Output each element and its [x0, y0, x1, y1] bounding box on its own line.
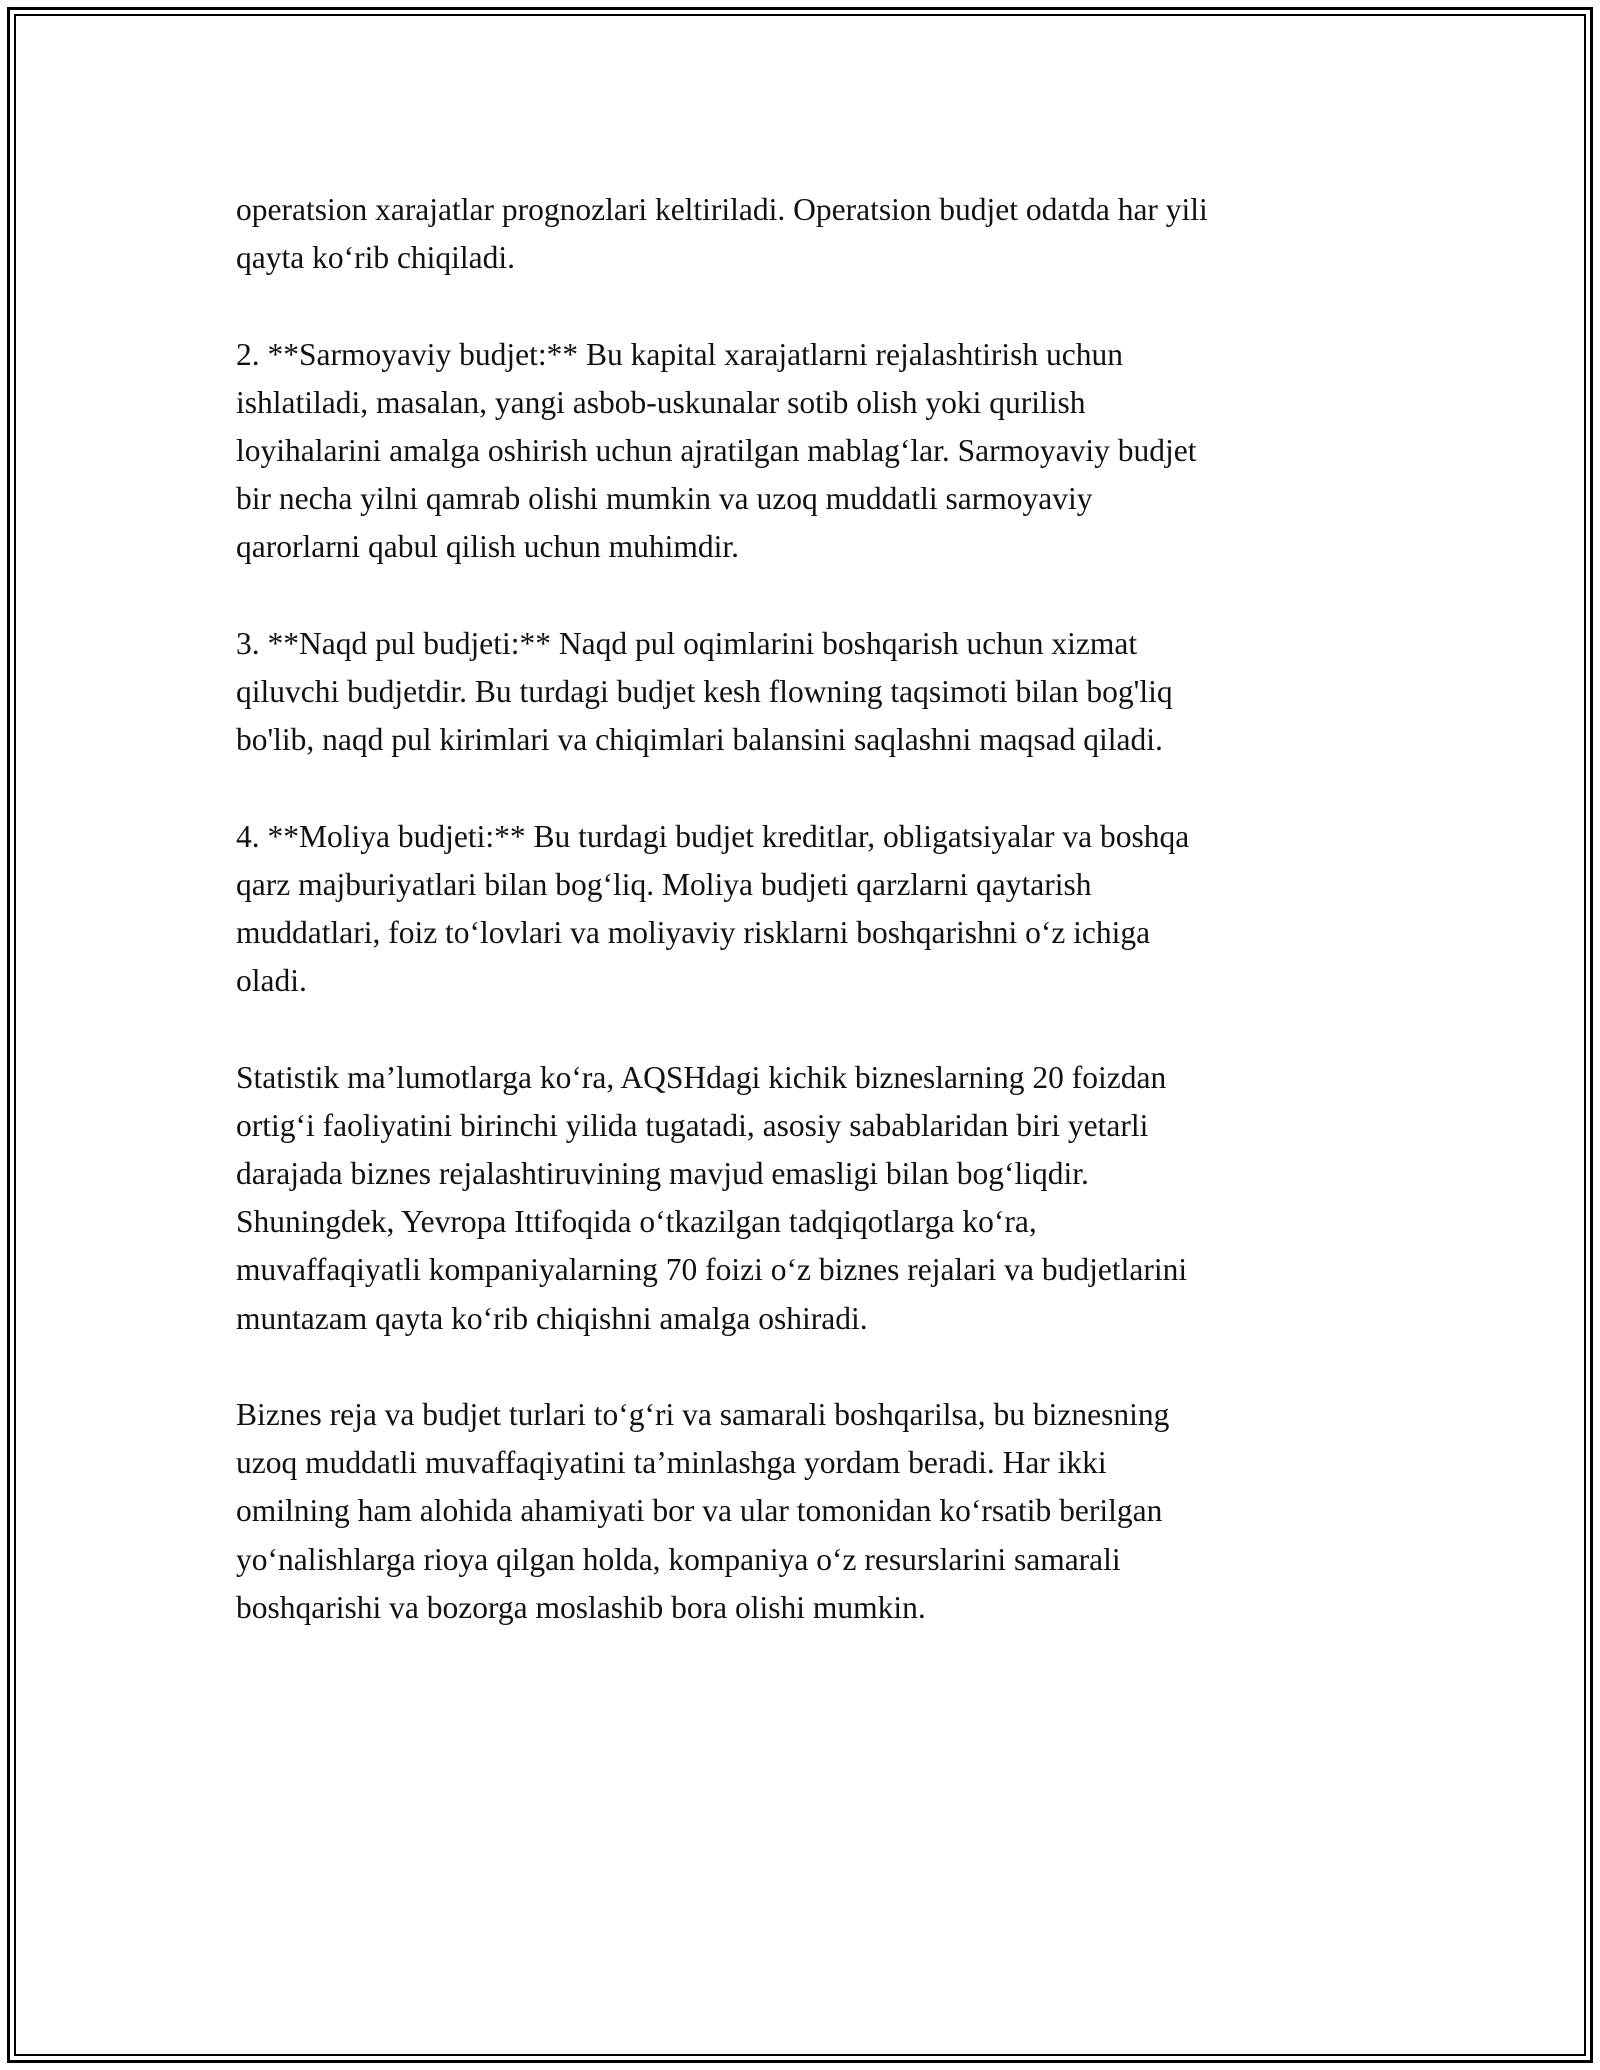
text-line: Statistik ma’lumotlarga ko‘ra, AQSHdagi kichik bizneslarning 20 foizdan [236, 1059, 1167, 1095]
paragraph-conclusion [236, 1391, 1396, 1632]
text-line: Shuningdek, Yevropa Ittifoqida o‘tkazilgan tadqiqotlarga ko‘ra, [236, 1204, 1037, 1240]
text-line: muddatlari, foiz to‘lovlari va moliyaviy risklarni boshqarishni o‘z ichiga [236, 915, 1151, 950]
text-line: loyihalarini amalga oshirish uchun ajratilgan mablag‘lar. Sarmoyaviy budjet [236, 433, 1197, 468]
text-line: 2. **Sarmoyaviy budjet:** Bu kapital xarajatlarni rejalashtirish uchun [236, 336, 1124, 372]
text-line: darajada biznes rejalashtiruvining mavjud emasligi bilan bog‘liqdir. [236, 1156, 1089, 1191]
paragraph-finance-budget [236, 813, 1396, 1006]
text-line: 4. **Moliya budjeti:** Bu turdagi budjet kreditlar, obligatsiyalar va boshqa [236, 818, 1190, 854]
text-line: muntazam qayta ko‘rib chiqishni amalga oshiradi. [236, 1300, 868, 1336]
text-line: qarorlarni qabul qilish uchun muhimdir. [236, 529, 740, 565]
paragraph-operating-budget-end [236, 186, 1396, 282]
text-line: qarz majburiyatlari bilan bog‘liq. Moliya budjeti qarzlarni qaytarish [236, 866, 1092, 902]
text-line: 3. **Naqd pul budjeti:** Naqd pul oqimlarini boshqarish uchun xizmat [236, 625, 1138, 661]
text-line: Biznes reja va budjet turlari to‘g‘ri va samarali boshqarilsa, bu biznesning [236, 1397, 1170, 1432]
text-line: yo‘nalishlarga rioya qilgan holda, kompaniya o‘z resurslarini samarali [236, 1541, 1121, 1577]
text-line: qiluvchi budjetdir. Bu turdagi budjet kesh flowning taqsimoti bilan bog'liq [236, 674, 1173, 709]
paragraph-cash-budget [236, 620, 1396, 765]
paragraph-investment-budget [236, 331, 1396, 572]
paragraph-statistics [236, 1054, 1396, 1343]
text-line: omilning ham alohida ahamiyati bor va ular tomonidan ko‘rsatib berilgan [236, 1493, 1163, 1529]
text-line: boshqarishi va bozorga moslashib bora olishi mumkin. [236, 1589, 926, 1625]
text-line: qayta ko‘rib chiqiladi. [236, 240, 516, 276]
text-line: ortig‘i faoliyatini birinchi yilida tugatadi, asosiy sabablaridan biri yetarli [236, 1107, 1149, 1143]
text-line: oladi. [236, 963, 307, 999]
text-line: operatsion xarajatlar prognozlari keltiriladi. Operatsion budjet odatda har yili [236, 192, 1208, 227]
text-line: bir necha yilni qamrab olishi mumkin va uzoq muddatli sarmoyaviy [236, 481, 1093, 517]
text-line: bo'lib, naqd pul kirimlari va chiqimlari balansini saqlashni maqsad qiladi. [236, 722, 1163, 758]
text-line: muvaffaqiyatli kompaniyalarning 70 foizi o‘z biznes rejalari va budjetlarini [236, 1252, 1188, 1288]
text-line: ishlatiladi, masalan, yangi asbob-uskunalar sotib olish yoki qurilish [236, 384, 1086, 420]
document-body [236, 186, 1396, 1680]
text-line: uzoq muddatli muvaffaqiyatini ta’minlashga yordam beradi. Har ikki [236, 1445, 1107, 1481]
